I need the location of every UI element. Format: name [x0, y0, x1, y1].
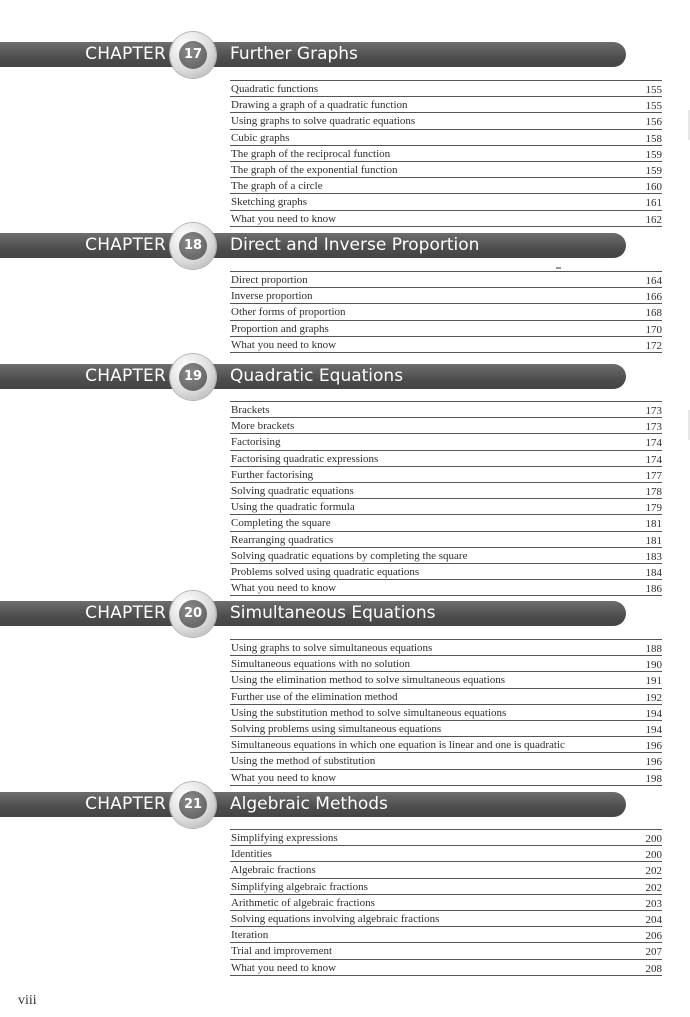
toc-entry-title: Simultaneous equations with no solution: [231, 658, 411, 671]
toc-entry[interactable]: [230, 417, 662, 433]
toc-entry-title: Inverse proportion: [231, 290, 313, 303]
toc-entry[interactable]: [230, 145, 662, 161]
chapter-number-badge: [170, 354, 216, 400]
toc-entry-title: Algebraic fractions: [231, 864, 316, 877]
toc-entry[interactable]: [230, 514, 662, 530]
toc-entry-page: 155: [645, 100, 662, 113]
toc-entry-title: More brackets: [231, 420, 295, 433]
chapter-title: Algebraic Methods: [230, 794, 388, 814]
toc-entry-title: Factorising: [231, 436, 281, 449]
toc-entry-title: Quadratic functions: [231, 83, 319, 95]
toc-entry-page: 200: [645, 833, 662, 845]
toc-entry-page: 159: [645, 148, 662, 161]
chapter-number: 19: [179, 363, 207, 391]
toc-entry-title: Using the elimination method to solve simultaneous equations: [231, 674, 506, 687]
toc-entry[interactable]: [230, 531, 662, 547]
toc-entry-page: 158: [645, 132, 662, 145]
toc-entry[interactable]: [230, 704, 662, 720]
toc-entry-title: Solving equations involving algebraic fractions: [231, 912, 440, 925]
chapter-label: CHAPTER: [85, 235, 166, 255]
toc-entry-title: Sketching graphs: [231, 196, 308, 209]
toc-entry-title: Arithmetic of algebraic fractions: [231, 896, 375, 909]
toc-entry[interactable]: [230, 655, 662, 671]
toc-entry[interactable]: [230, 894, 662, 910]
toc-entry-page: 208: [645, 962, 662, 975]
toc-entry-page: 166: [645, 291, 662, 304]
toc-entry-page: 184: [645, 566, 662, 579]
toc-entry-page: 198: [645, 772, 662, 785]
toc-entry-title: Direct proportion: [231, 274, 308, 286]
toc-entry[interactable]: [230, 303, 662, 319]
chapter-number: 20: [179, 600, 207, 628]
toc-entry-title: Cubic graphs: [231, 131, 290, 144]
chapter-number-badge: [170, 591, 216, 637]
toc-entry-title: Rearranging quadratics: [231, 533, 334, 546]
toc-entry[interactable]: [230, 769, 662, 786]
toc-entry-page: 196: [645, 740, 662, 753]
toc-entry-title: What you need to know: [231, 961, 337, 974]
toc-entry[interactable]: [230, 845, 662, 861]
toc-entry-page: 194: [645, 723, 662, 736]
toc-entry-page: 202: [645, 865, 662, 878]
toc-entry-page: 155: [645, 84, 662, 96]
toc-entry-page: 160: [645, 181, 662, 194]
toc-entry[interactable]: [230, 96, 662, 112]
chapter-21-contents: [230, 829, 662, 976]
toc-entry-page: 202: [645, 881, 662, 894]
chapter-17-contents: [230, 80, 662, 227]
toc-entry-title: Simultaneous equations in which one equation is linear and one is quadratic: [231, 739, 565, 752]
page-number: viii: [18, 993, 37, 1008]
toc-entry[interactable]: [230, 639, 662, 655]
toc-entry-title: The graph of a circle: [231, 180, 323, 193]
toc-entry-title: Proportion and graphs: [231, 322, 329, 335]
toc-entry-page: 183: [645, 550, 662, 563]
toc-entry-title: Problems solved using quadratic equations: [231, 565, 420, 578]
chapter-label: CHAPTER: [85, 603, 166, 623]
toc-entry-page: 206: [645, 930, 662, 943]
toc-entry[interactable]: [230, 579, 662, 596]
chapter-number-badge: [170, 223, 216, 269]
toc-entry-title: Simplifying expressions: [231, 832, 338, 844]
toc-entry[interactable]: [230, 320, 662, 336]
chapter-number: 18: [179, 232, 207, 260]
toc-entry-page: 181: [645, 518, 662, 531]
toc-entry-page: 173: [645, 405, 662, 417]
toc-entry[interactable]: [230, 942, 662, 958]
toc-entry-page: 177: [645, 469, 662, 482]
toc-entry[interactable]: [230, 450, 662, 466]
toc-entry-page: 168: [645, 307, 662, 320]
toc-entry-page: 156: [645, 116, 662, 129]
toc-entry-page: 204: [645, 913, 662, 926]
toc-entry-page: 162: [645, 213, 662, 226]
toc-entry-title: Using the quadratic formula: [231, 501, 355, 514]
toc-entry-title: Brackets: [231, 404, 270, 416]
toc-entry-title: Completing the square: [231, 517, 331, 530]
toc-entry[interactable]: [230, 210, 662, 227]
toc-entry[interactable]: [230, 336, 662, 353]
toc-entry-title: Solving problems using simultaneous equations: [231, 722, 442, 735]
toc-entry-page: 186: [645, 583, 662, 596]
toc-entry[interactable]: [230, 910, 662, 926]
toc-entry[interactable]: [230, 466, 662, 482]
toc-entry[interactable]: [230, 112, 662, 128]
toc-entry[interactable]: [230, 498, 662, 514]
toc-entry-title: What you need to know: [231, 582, 337, 595]
toc-entry-title: Using graphs to solve simultaneous equations: [231, 642, 433, 654]
toc-entry[interactable]: [230, 547, 662, 563]
toc-entry[interactable]: [230, 433, 662, 449]
toc-entry[interactable]: [230, 161, 662, 177]
toc-entry-page: 181: [645, 534, 662, 547]
toc-entry-page: 178: [645, 485, 662, 498]
toc-entry-title: Other forms of proportion: [231, 306, 346, 319]
chapter-number: 17: [179, 41, 207, 69]
chapter-18-contents: [230, 271, 662, 353]
chapter-number-badge: [170, 782, 216, 828]
toc-entry-title: What you need to know: [231, 212, 337, 225]
toc-entry-title: Simplifying algebraic fractions: [231, 880, 368, 893]
toc-entry[interactable]: [230, 926, 662, 942]
toc-entry[interactable]: [230, 80, 662, 96]
print-speck: [556, 267, 561, 269]
toc-entry-page: 172: [645, 339, 662, 352]
toc-entry-page: 179: [645, 502, 662, 515]
toc-entry-title: Identities: [231, 848, 272, 861]
toc-entry-page: 194: [645, 707, 662, 720]
toc-entry[interactable]: [230, 563, 662, 579]
toc-entry-title: Solving quadratic equations: [231, 484, 354, 497]
toc-entry-page: 161: [645, 197, 662, 210]
chapter-label: CHAPTER: [85, 794, 166, 814]
chapter-title: Direct and Inverse Proportion: [230, 235, 480, 255]
toc-entry-title: Further factorising: [231, 468, 314, 481]
toc-entry-page: 164: [645, 275, 662, 287]
chapter-title: Quadratic Equations: [230, 366, 404, 386]
toc-entry-page: 207: [645, 946, 662, 959]
chapter-label: CHAPTER: [85, 44, 166, 64]
toc-entry-page: 191: [645, 675, 662, 688]
toc-entry-page: 188: [645, 643, 662, 655]
chapter-number-badge: [170, 32, 216, 78]
toc-entry[interactable]: [230, 129, 662, 145]
chapter-19-contents: [230, 401, 662, 596]
toc-entry-title: Iteration: [231, 929, 269, 942]
chapter-label: CHAPTER: [85, 366, 166, 386]
toc-entry-page: 174: [645, 453, 662, 466]
toc-entry-title: Solving quadratic equations by completing the square: [231, 549, 468, 562]
toc-entry-page: 192: [645, 691, 662, 704]
toc-entry[interactable]: [230, 878, 662, 894]
toc-entry[interactable]: [230, 720, 662, 736]
chapter-title: Further Graphs: [230, 44, 358, 64]
toc-entry-title: Using the substitution method to solve simultaneous equations: [231, 706, 507, 719]
toc-entry-title: The graph of the reciprocal function: [231, 147, 391, 160]
toc-entry-title: Using graphs to solve quadratic equations: [231, 115, 416, 128]
toc-entry[interactable]: [230, 287, 662, 303]
toc-entry-page: 203: [645, 897, 662, 910]
chapter-title: Simultaneous Equations: [230, 603, 436, 623]
toc-entry[interactable]: [230, 671, 662, 687]
toc-entry[interactable]: [230, 193, 662, 209]
toc-entry-page: 159: [645, 164, 662, 177]
toc-entry-title: The graph of the exponential function: [231, 163, 398, 176]
toc-entry-page: 200: [645, 849, 662, 862]
toc-entry-title: What you need to know: [231, 338, 337, 351]
toc-entry-title: What you need to know: [231, 771, 337, 784]
chapter-number: 21: [179, 791, 207, 819]
toc-entry[interactable]: [230, 861, 662, 877]
toc-entry[interactable]: [230, 959, 662, 976]
toc-entry[interactable]: [230, 688, 662, 704]
toc-entry-page: 173: [645, 421, 662, 434]
toc-entry-title: Trial and improvement: [231, 945, 333, 958]
toc-entry-page: 196: [645, 756, 662, 769]
toc-entry-title: Further use of the elimination method: [231, 690, 398, 703]
toc-entry-page: 174: [645, 437, 662, 450]
chapter-20-contents: [230, 639, 662, 786]
toc-entry-title: Factorising quadratic expressions: [231, 452, 379, 465]
toc-entry-page: 170: [645, 323, 662, 336]
toc-entry[interactable]: [230, 177, 662, 193]
toc-entry[interactable]: [230, 736, 662, 752]
toc-entry[interactable]: [230, 752, 662, 768]
toc-entry[interactable]: [230, 482, 662, 498]
toc-entry[interactable]: [230, 271, 662, 287]
toc-entry[interactable]: [230, 401, 662, 417]
toc-entry[interactable]: [230, 829, 662, 845]
toc-entry-page: 190: [645, 659, 662, 672]
toc-entry-title: Drawing a graph of a quadratic function: [231, 99, 408, 112]
toc-entry-title: Using the method of substitution: [231, 755, 376, 768]
